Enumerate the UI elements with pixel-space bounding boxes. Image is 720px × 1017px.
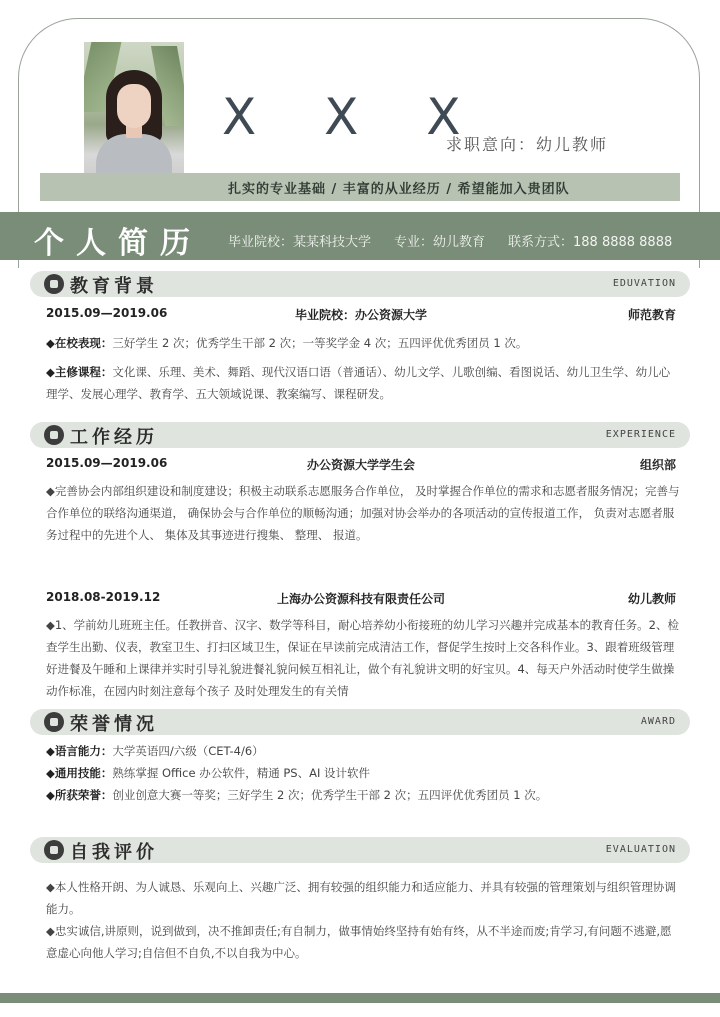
profile-photo [84,42,184,192]
edu-school: 毕业院校：办公资源大学 [294,308,427,322]
award-icon [44,712,64,732]
label: ◆语言能力： [46,744,113,758]
job-role: 幼儿教师 [627,592,676,606]
education-row [46,306,676,322]
candidate-name: X X X [222,88,487,146]
slogan-text: 扎实的专业基础 / 丰富的从业经历 / 希望能加入贵团队 [228,182,570,197]
text: 文化课、乐理、美术、舞蹈、现代汉语口语（普通话）、幼儿文学、儿歌创编、看图说话、幼儿卫生学、幼儿心理学、发展心理学、教育学、五大领域说课、教案编写、课程研发。 [46,365,671,401]
edu-awards [46,332,680,354]
honor-item [46,784,680,806]
section-self [30,837,690,863]
section-honors [30,709,690,735]
footer-bar [0,993,720,1003]
briefcase-icon [44,425,64,445]
label: ◆主修课程： [46,365,113,379]
edu-period: 2015.09—2019.06 [46,306,168,320]
label: ◆在校表现： [46,336,113,350]
text: 大学英语四/六级（CET-4/6） [112,744,264,758]
section-title: 教育背景 [70,276,158,297]
section-subtitle: AWARD [640,716,676,727]
job-intent: 求职意向：幼儿教师 [446,135,609,154]
band-contact: 联系方式：188 8888 8888 [508,235,673,250]
label: ◆通用技能： [46,766,113,780]
job-desc: ◆完善协会内部组织建设和制度建设；积极主动联系志愿服务合作单位， 及时掌握合作单位的需求和志愿者服务情况；完善与合作单位的联络沟通渠道， 确保协会与合作单位的顺畅沟通；加强对协会举办的各项活动的宣传报道工作， 负责对志愿者服务过程中的先进个人、 集体及其事迹进行搜集、 整理、 报道。 [46,484,680,542]
label: ◆所获荣誉： [46,788,113,802]
job-row [46,456,676,472]
section-education [30,271,690,297]
resume-title: 个人简历 [34,226,202,261]
honor-item [46,740,680,762]
edu-major: 师范教育 [627,308,676,322]
band-school: 毕业院校：某某科技大学 [228,235,372,250]
edu-courses [46,361,680,405]
title-band [0,212,720,260]
job-period: 2015.09—2019.06 [46,456,168,470]
section-subtitle: EVALUATION [605,844,676,855]
section-subtitle: EDUVATION [612,278,676,289]
section-subtitle: EXPERIENCE [605,429,676,440]
self-eval-1: ◆本人性格开朗、为人诚恳、乐观向上、兴趣广泛、拥有较强的组织能力和适应能力、并具有较强的管理策划与组织管理协调能力。 [46,880,676,916]
section-title: 工作经历 [70,427,158,448]
text: 熟练掌握 Office 办公软件，精通 PS、AI 设计软件 [112,766,371,780]
star-icon [44,840,64,860]
job-row [46,590,676,606]
text: 创业创意大赛一等奖；三好学生 2 次；优秀学生干部 2 次；五四评优优秀团员 1 次。 [112,788,548,802]
text: 三好学生 2 次；优秀学生干部 2 次；一等奖学金 4 次；五四评优优秀团员 1 次。 [112,336,528,350]
section-title: 自我评价 [70,842,158,863]
job-desc: ◆1、学前幼儿班班主任。任教拼音、汉字、数学等科目，耐心培养幼小衔接班的幼儿学习兴趣并完成基本的教育任务。2、检查学生出勤、仪表，教室卫生、打扫区域卫生，保证在早读前完成清洁工作，督促学生按时上交各科作业。3、跟着班级管理好进餐及午睡和上课律并实时引导礼貌进餐礼貌问候互相礼让，做个有礼貌讲文明的好宝贝。4、每天户外活动时使学生做操动作标准，在园内时刻注意每个孩子 及时处理发生的有关情 [46,618,679,698]
section-work [30,422,690,448]
education-icon [44,274,64,294]
section-title: 荣誉情况 [70,714,158,735]
job-org: 办公资源大学学生会 [306,458,415,472]
job-period: 2018.08-2019.12 [46,590,161,604]
self-eval-2: ◆忠实诚信,讲原则，说到做到，决不推卸责任;有自制力，做事情始终坚持有始有终，从不半途而废;肯学习,有问题不逃避,愿意虚心向他人学习;自信但不自负,不以自我为中心。 [46,924,672,960]
honor-item [46,762,680,784]
band-major: 专业：幼儿教育 [394,235,486,250]
job-org: 上海办公资源科技有限责任公司 [276,592,445,606]
job-role: 组织部 [639,458,676,472]
